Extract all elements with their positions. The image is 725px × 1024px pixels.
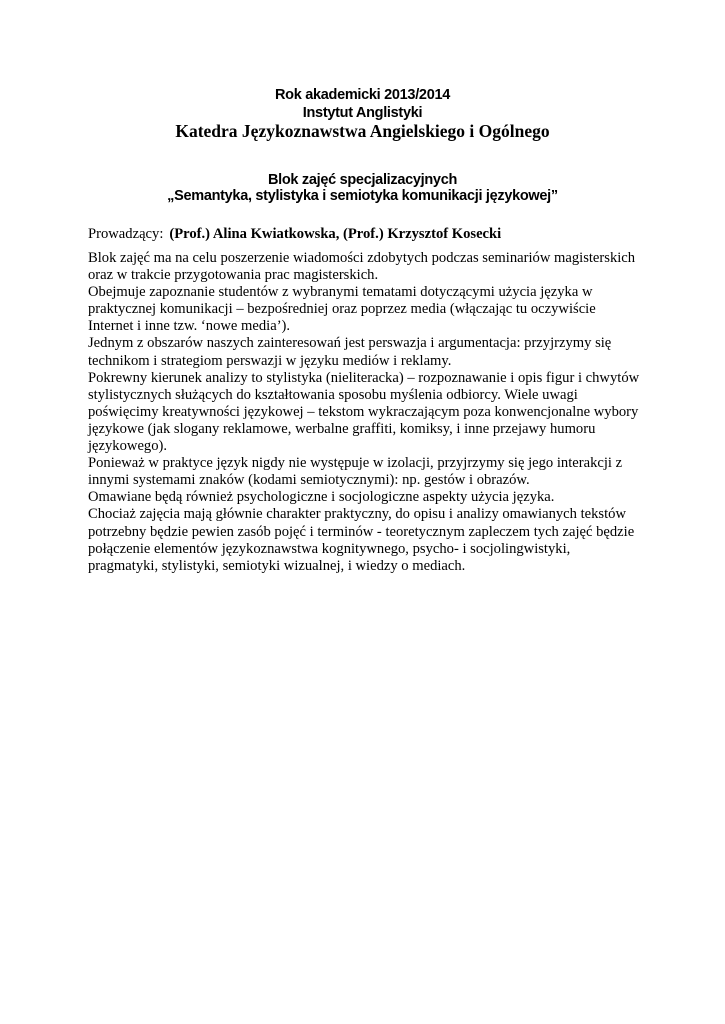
description-line: stylistycznych służących do kształtowania sposobu myślenia odbiorcy. Wiele uwagi (88, 386, 578, 403)
lecturers-names: (Prof.) Alina Kwiatkowska, (Prof.) Krzysztof Kosecki (169, 226, 502, 242)
description-line: poświęcimy kreatywności językowej – tekstom wykraczającym poza konwencjonalne wybory (88, 403, 639, 420)
institute-heading: Instytut Anglistyki (302, 105, 423, 121)
academic-year-heading: Rok akademicki 2013/2014 (275, 87, 450, 103)
block-title: Blok zajęć specjalizacyjnych (267, 172, 458, 188)
description-line: praktycznej komunikacji – bezpośredniej oraz poprzez media (włączając tu oczywiście (88, 301, 596, 318)
description-line: Omawiane będą również psychologiczne i socjologiczne aspekty użycia języka. (88, 489, 555, 506)
lecturers-line (88, 226, 501, 243)
description-line: innymi systemami znaków (kodami semiotycznymi): np. gestów i obrazów. (88, 472, 530, 489)
description-line: Obejmuje zapoznanie studentów z wybranymi tematami dotyczącymi użycia języka w (88, 284, 593, 301)
description-line: Chociaż zajęcia mają głównie charakter praktyczny, do opisu i analizy omawianych tekstów (88, 506, 627, 523)
lecturers-label: Prowadzący: (88, 226, 164, 242)
description-line: oraz w trakcie przygotowania prac magisterskich. (88, 267, 379, 284)
description-line: połączenie elementów językoznawstwa kognitywnego, psycho- i socjolingwistyki, (88, 540, 571, 557)
block-subtitle: „Semantyka, stylistyka i semiotyka komunikacji językowej” (167, 188, 558, 204)
description-line: Pokrewny kierunek analizy to stylistyka (nieliteracka) – rozpoznawanie i opis figur i chwytów (88, 369, 640, 386)
description-line: językowe (jak slogany reklamowe, werbalne graffiti, komiksy, i inne przejawy humoru (88, 420, 596, 437)
description-line: językowego). (88, 438, 168, 455)
description-line: Ponieważ w praktyce język nigdy nie występuje w izolacji, przyjrzymy się jego interakcji z (88, 455, 623, 472)
department-heading: Katedra Językoznawstwa Angielskiego i Ogólnego (175, 121, 550, 141)
description-line: Jednym z obszarów naszych zainteresowań jest perswazja i argumentacja: przyjrzymy się (88, 335, 612, 352)
description-line: technikom i strategiom perswazji w języku mediów i reklamy. (88, 352, 452, 369)
description-line: Internet i inne tzw. ‘nowe media’). (88, 318, 291, 335)
description-line: Blok zajęć ma na celu poszerzenie wiadomości zdobytych podczas seminariów magisterskich (88, 250, 636, 266)
description-line: potrzebny będzie pewien zasób pojęć i terminów - teoretycznym zapleczem tych zajęć będzie (88, 523, 635, 540)
description-line: pragmatyki, stylistyki, semiotyki wizualnej, i wiedzy o mediach. (88, 557, 466, 574)
course-description (88, 250, 648, 575)
